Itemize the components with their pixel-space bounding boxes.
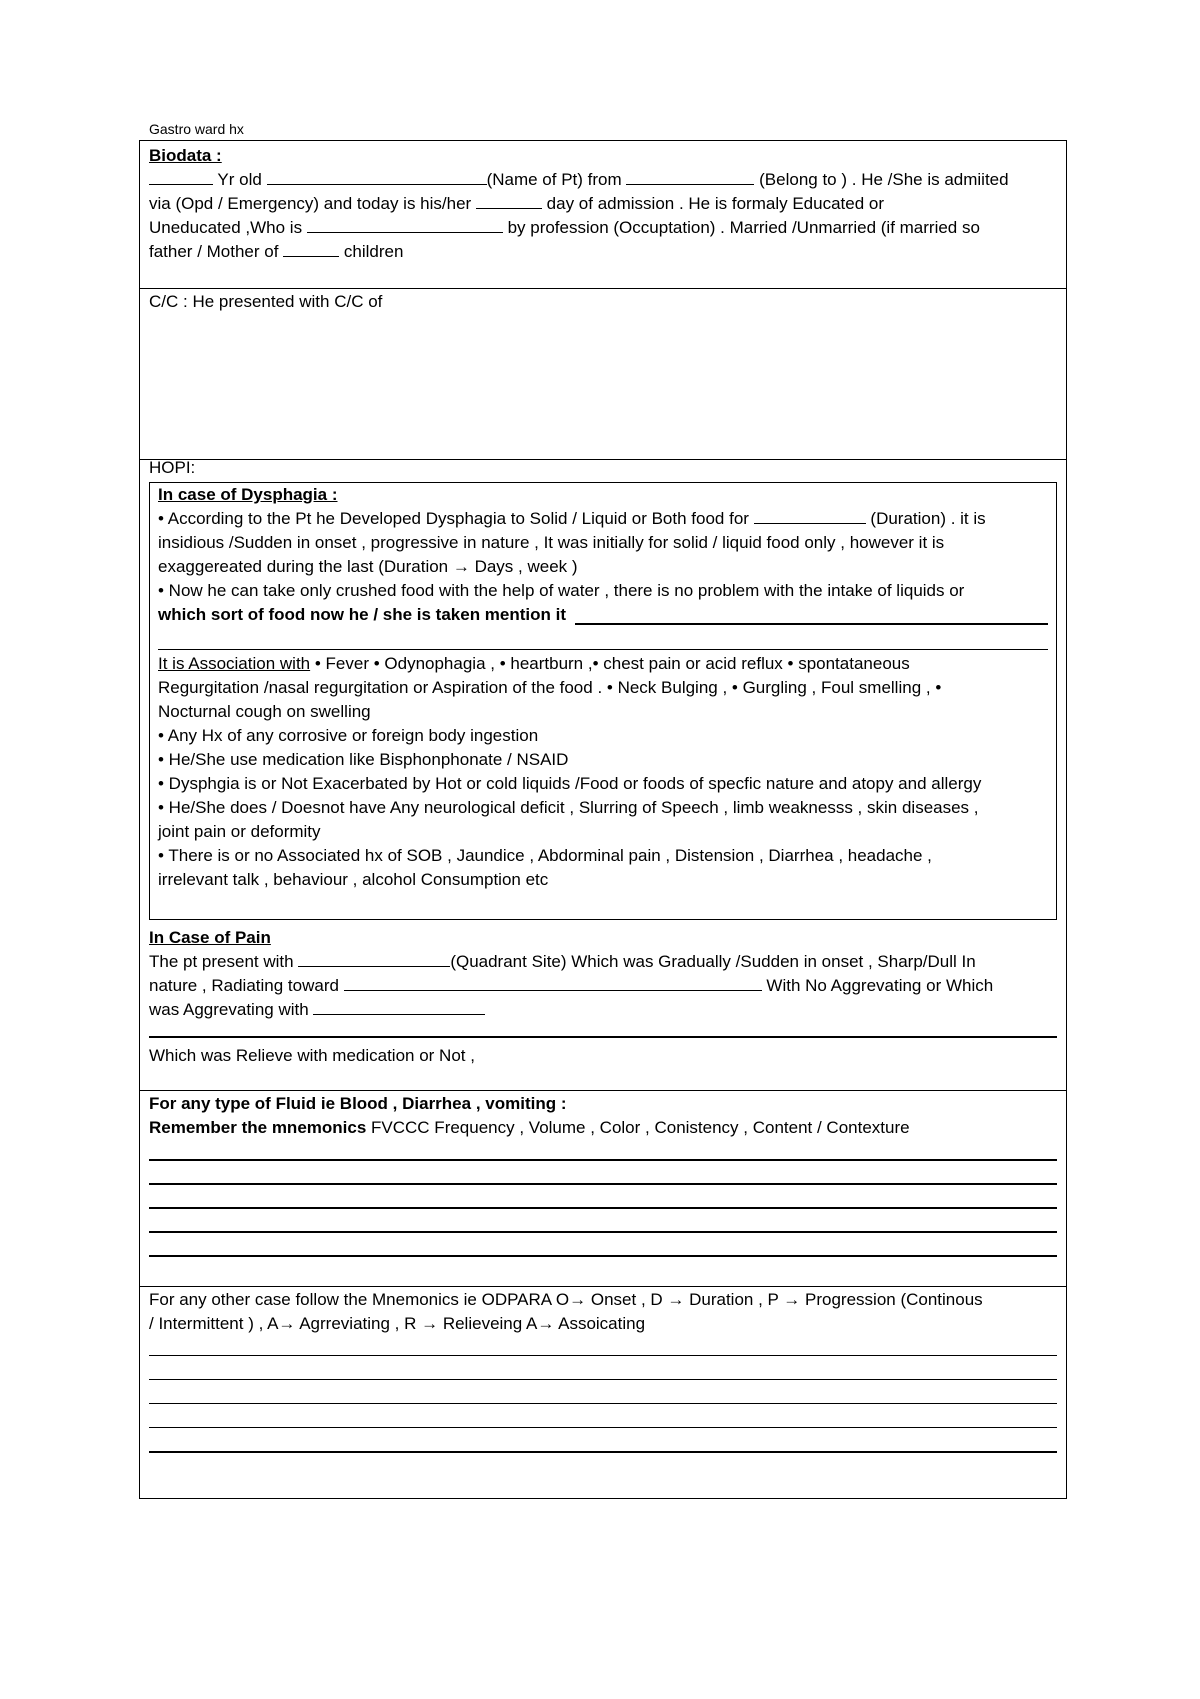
- aggravating-blank[interactable]: [313, 999, 485, 1015]
- mnemonic-text: FVCCC Frequency , Volume , Color , Conistency , Content / Contexture: [371, 1118, 910, 1137]
- page-header-title: Gastro ward hx: [149, 121, 244, 137]
- odpara-line-2: / Intermittent ) , A→ Agrreviating , R → Relieveing A→ Assoicating: [149, 1314, 646, 1333]
- bullet-associated-2: irrelevant talk , behaviour , alcohol Consumption etc: [158, 870, 549, 889]
- biodata-line-3: [149, 216, 980, 240]
- biodata-text: Yr old: [217, 170, 262, 189]
- profession-blank[interactable]: [307, 217, 503, 233]
- writing-line[interactable]: [149, 1231, 1057, 1233]
- chief-complaint-label: C/C : He presented with C/C of: [149, 292, 383, 311]
- bullet-corrosive: • Any Hx of any corrosive or foreign body ingestion: [158, 726, 539, 745]
- patient-name-blank[interactable]: [267, 169, 487, 185]
- dysphagia-box: [149, 482, 1057, 920]
- mnemonic-label: Remember the mnemonics: [149, 1118, 367, 1137]
- biodata-section: [140, 141, 1066, 288]
- biodata-line-1: [149, 168, 1009, 192]
- association-line-1: [158, 652, 910, 676]
- biodata-text: father / Mother of: [149, 242, 279, 261]
- writing-line[interactable]: [149, 1403, 1057, 1404]
- writing-line[interactable]: [149, 1183, 1057, 1185]
- pain-text: The pt present with: [149, 952, 294, 971]
- pain-text: nature , Radiating toward: [149, 976, 339, 995]
- bullet-neuro-1: • He/She does / Doesnot have Any neurological deficit , Slurring of Speech , limb weaknesss , skin diseases ,: [158, 798, 979, 817]
- odpara-line-1: For any other case follow the Mnemonics ie ODPARA O→ Onset , D → Duration , P → Progression (Continous: [149, 1290, 983, 1309]
- dysphagia-text: (Duration) . it is: [870, 509, 986, 528]
- writing-line[interactable]: [149, 1159, 1057, 1161]
- quadrant-site-blank[interactable]: [298, 951, 450, 967]
- biodata-heading: Biodata :: [149, 146, 222, 165]
- age-blank[interactable]: [149, 169, 213, 185]
- dysphagia-line-3: exaggereated during the last (Duration → Days , week ): [158, 557, 578, 576]
- writing-line[interactable]: [149, 1379, 1057, 1380]
- history-form: [139, 140, 1067, 1499]
- food-type-blank[interactable]: [575, 623, 1048, 625]
- fluid-section: [140, 1090, 1066, 1286]
- biodata-line-2: [149, 192, 884, 216]
- writing-line[interactable]: [149, 1355, 1057, 1356]
- association-label: It is Association with: [158, 654, 311, 673]
- bullet-exacerbation: • Dysphgia is or Not Exacerbated by Hot or cold liquids /Food or foods of specfic nature and atopy and allergy: [158, 774, 982, 793]
- writing-line[interactable]: [149, 1451, 1057, 1453]
- dysphagia-duration-blank[interactable]: [754, 508, 866, 524]
- dysphagia-text: • According to the Pt he Developed Dysphagia to Solid / Liquid or Both food for: [158, 509, 749, 528]
- bullet-neuro-2: joint pain or deformity: [158, 822, 321, 841]
- fluid-line-2: [149, 1116, 910, 1140]
- hopi-section: [140, 459, 1066, 1090]
- writing-line[interactable]: [158, 649, 1048, 650]
- biodata-text: (Name of Pt) from: [486, 170, 622, 189]
- odpara-section: [140, 1286, 1066, 1498]
- biodata-text: via (Opd / Emergency) and today is his/her: [149, 194, 472, 213]
- writing-line[interactable]: [149, 1427, 1057, 1428]
- biodata-text: by profession (Occuptation) . Married /Unmarried (if married so: [507, 218, 980, 237]
- belong-to-blank[interactable]: [626, 169, 754, 185]
- biodata-text: (Belong to ) . He /She is admiited: [759, 170, 1009, 189]
- dysphagia-line-2: insidious /Sudden in onset , progressive in nature , It was initially for solid / liquid food only , however it is: [158, 533, 945, 552]
- pain-line-1: [149, 950, 976, 974]
- bullet-associated-1: • There is or no Associated hx of SOB , Jaundice , Abdorminal pain , Distension , Diarrhea , headache ,: [158, 846, 932, 865]
- fluid-line-1: For any type of Fluid ie Blood , Diarrhea , vomiting :: [149, 1094, 567, 1113]
- pain-line-4: Which was Relieve with medication or Not ,: [149, 1046, 475, 1065]
- association-text: • Fever • Odynophagia , • heartburn ,• chest pain or acid reflux • spontataneous: [314, 654, 910, 673]
- dysphagia-line-4: • Now he can take only crushed food with the help of water , there is no problem with the intake of liquids or: [158, 581, 965, 600]
- dysphagia-text: which sort of food now he / she is taken mention it: [158, 605, 567, 624]
- biodata-text: Uneducated ,Who is: [149, 218, 303, 237]
- association-line-3: Nocturnal cough on swelling: [158, 702, 371, 721]
- pain-text: With No Aggrevating or Which: [766, 976, 994, 995]
- pain-text: was Aggrevating with: [149, 1000, 309, 1019]
- children-count-blank[interactable]: [283, 241, 339, 257]
- biodata-text: children: [343, 242, 404, 261]
- hopi-label: HOPI:: [149, 458, 196, 477]
- pain-line-2: [149, 974, 993, 998]
- pain-line-3: [149, 998, 485, 1022]
- writing-line[interactable]: [149, 1255, 1057, 1257]
- association-line-2: Regurgitation /nasal regurgitation or Aspiration of the food . • Neck Bulging , • Gurgling , Foul smelling , •: [158, 678, 942, 697]
- admission-day-blank[interactable]: [476, 193, 542, 209]
- dysphagia-line-5: [158, 603, 566, 627]
- bullet-medication: • He/She use medication like Bisphonphonate / NSAID: [158, 750, 569, 769]
- biodata-line-4: [149, 240, 403, 264]
- biodata-text: day of admission . He is formaly Educated or: [546, 194, 884, 213]
- pain-text: (Quadrant Site) Which was Gradually /Sudden in onset , Sharp/Dull In: [450, 952, 976, 971]
- chief-complaint-section: [140, 288, 1066, 459]
- dysphagia-heading: In case of Dysphagia :: [158, 485, 338, 504]
- pain-heading: In Case of Pain: [149, 928, 271, 947]
- writing-line[interactable]: [149, 1036, 1057, 1038]
- radiating-blank[interactable]: [344, 975, 762, 991]
- writing-line[interactable]: [149, 1207, 1057, 1209]
- dysphagia-line-1: [158, 507, 986, 531]
